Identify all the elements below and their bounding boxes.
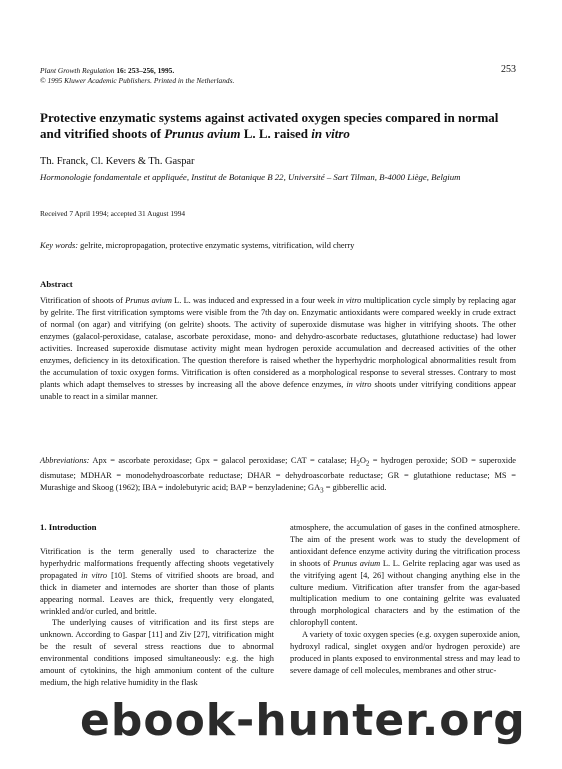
paragraph	[40, 546, 274, 617]
italic-invitro: in vitro	[81, 570, 108, 580]
abbreviations-text: = gibberellic acid.	[323, 482, 387, 492]
abbreviations-label: Abbreviations:	[40, 456, 90, 465]
title-invitro: in vitro	[311, 126, 350, 141]
abstract-invitro: in vitro	[346, 380, 372, 389]
italic-species: Prunus avium	[332, 558, 381, 568]
journal-name: Plant Growth Regulation	[40, 66, 115, 75]
abstract-text: shoots under vitrifying conditions appear unable to react in a similar manner.	[40, 380, 516, 401]
column-left	[40, 546, 274, 689]
article-title	[40, 110, 520, 142]
keywords	[40, 241, 354, 250]
paragraph: The underlying causes of vitrification and its first steps are unknown. According to Gaspar [11] and Ziv [27], vitrification might be the result of several stress reactions due to abnormal environmental conditions imposed simultaneously: e.g. the high amount of cytokinins, the high ammonium content of the culture medium, the high relative humidity in the flask	[40, 618, 274, 687]
subscript: 3	[320, 486, 324, 495]
keywords-label: Key words:	[40, 241, 79, 250]
abbreviations	[40, 455, 516, 496]
paragraph-text: atmosphere, the accumulation of gases in the confined atmosphere. The aim of the present work was to study the development of antioxidant defence enzyme activity during the vitrification process in shoots of	[290, 523, 520, 568]
abstract-body	[40, 295, 516, 403]
paragraph	[290, 522, 520, 629]
abstract-text: Vitrification of shoots of	[40, 296, 126, 305]
title-species: Prunus avium	[164, 126, 241, 141]
subscript: 2	[365, 459, 370, 468]
affiliation: Hormonologie fondamentale et appliquée, Institut de Botanique B 22, Université – Sart Tilman, B-4000 Liège, Belgium	[40, 172, 461, 182]
abstract-text: multiplication cycle simply by replacing agar by gelrite. The first vitrification symptoms were visible from the 7th day on. Enzymatic antioxidants were compared weekly in crude extract of normal (on agar) and vitrifying (on gelrite) shoots. The activity of superoxide dismutase was higher in vitrifying shoots. The other enzymes (galacol-peroxidase, catalase, ascorbate peroxidase, mono- and dehydro-ascorbate reductases, glutathione reductase) had lower activities. Increased superoxide dismutase activity might mean hydrogen peroxide accumulation and decreased activities of the other enzymes, deficiency in its detoxification. The question therefore is raised whether the hyperhydric morphological abnormalities result from the accumulation of toxic oxygen forms. Vitrification is often considered as a morphological response to several stresses. Contrary to most plants which adapt themselves to stresses by increasing all the above defence enzymes,	[40, 296, 516, 389]
paragraph: A variety of toxic oxygen species (e.g. oxygen superoxide anion, hydroxyl radical, singlet oxygen and/or hydrogen peroxide) are produced in plants exposed to environmental stress and may lead to severe damage of cell molecules, membranes and other struc-	[290, 630, 520, 675]
abstract-species: Prunus avium	[125, 296, 172, 305]
column-right	[290, 522, 520, 677]
copyright-line: © 1995 Kluwer Academic Publishers. Printed in the Netherlands.	[40, 76, 235, 85]
keywords-text: gelrite, micropropagation, protective enzymatic systems, vitrification, wild cherry	[80, 241, 355, 250]
paragraph-text: [10]. Stems of vitrified shoots are broad, and thick in diameter and internodes are shorter than those of plants appearing normal. Leaves are thick, frequently very elongated, wrinkled and/or curled, and brittle.	[40, 570, 274, 616]
abbreviations-text: = hydrogen peroxide; SOD = superoxide dismutase; MDHAR = monodehydroascorbate reductase; DHAR = dehydroascorbate reductase; GR = glutathione reductase; MS = Murashige and Skoog (1962); IBA = indolebutyric acid; BAP = benzyladenine; GA	[40, 456, 516, 492]
abstract-heading: Abstract	[40, 279, 73, 289]
abbreviations-text: O	[359, 456, 366, 465]
subscript: 2	[356, 459, 360, 468]
authors: Th. Franck, Cl. Kevers & Th. Gaspar	[40, 156, 195, 167]
abstract-text: L. L. was induced and expressed in a four week	[171, 296, 338, 305]
paragraph-text: L. L. Gelrite replacing agar was used as the vitrifying agent [4, 26] without changing anything else in the culture medium. Vitrification after transfer from the agar-based multiplication medium to one containing gelrite was evaluated through morphological characters and by the estimation of the chlorophyll content.	[290, 558, 520, 628]
abstract-invitro: in vitro	[337, 296, 362, 305]
received-dates: Received 7 April 1994; accepted 31 August 1994	[40, 209, 186, 218]
section-heading-introduction: 1. Introduction	[40, 522, 97, 532]
journal-citation	[40, 66, 174, 76]
abbreviations-text: Apx = ascorbate peroxidase; Gpx = galacol peroxidase; CAT = catalase; H	[89, 456, 357, 465]
paragraph-text: Vitrification is the term generally used to characterize the hyperhydric malformations frequently affecting shoots vegetatively propagated	[40, 547, 274, 580]
watermark: ebook-hunter.org	[80, 695, 526, 746]
title-part1: Protective enzymatic systems against activated oxygen species compared in normal and vitrified shoots of	[40, 110, 499, 141]
page-number: 253	[501, 64, 516, 75]
journal-issue: 16: 253–256, 1995.	[116, 66, 175, 75]
title-part2: L. L. raised	[240, 126, 312, 141]
